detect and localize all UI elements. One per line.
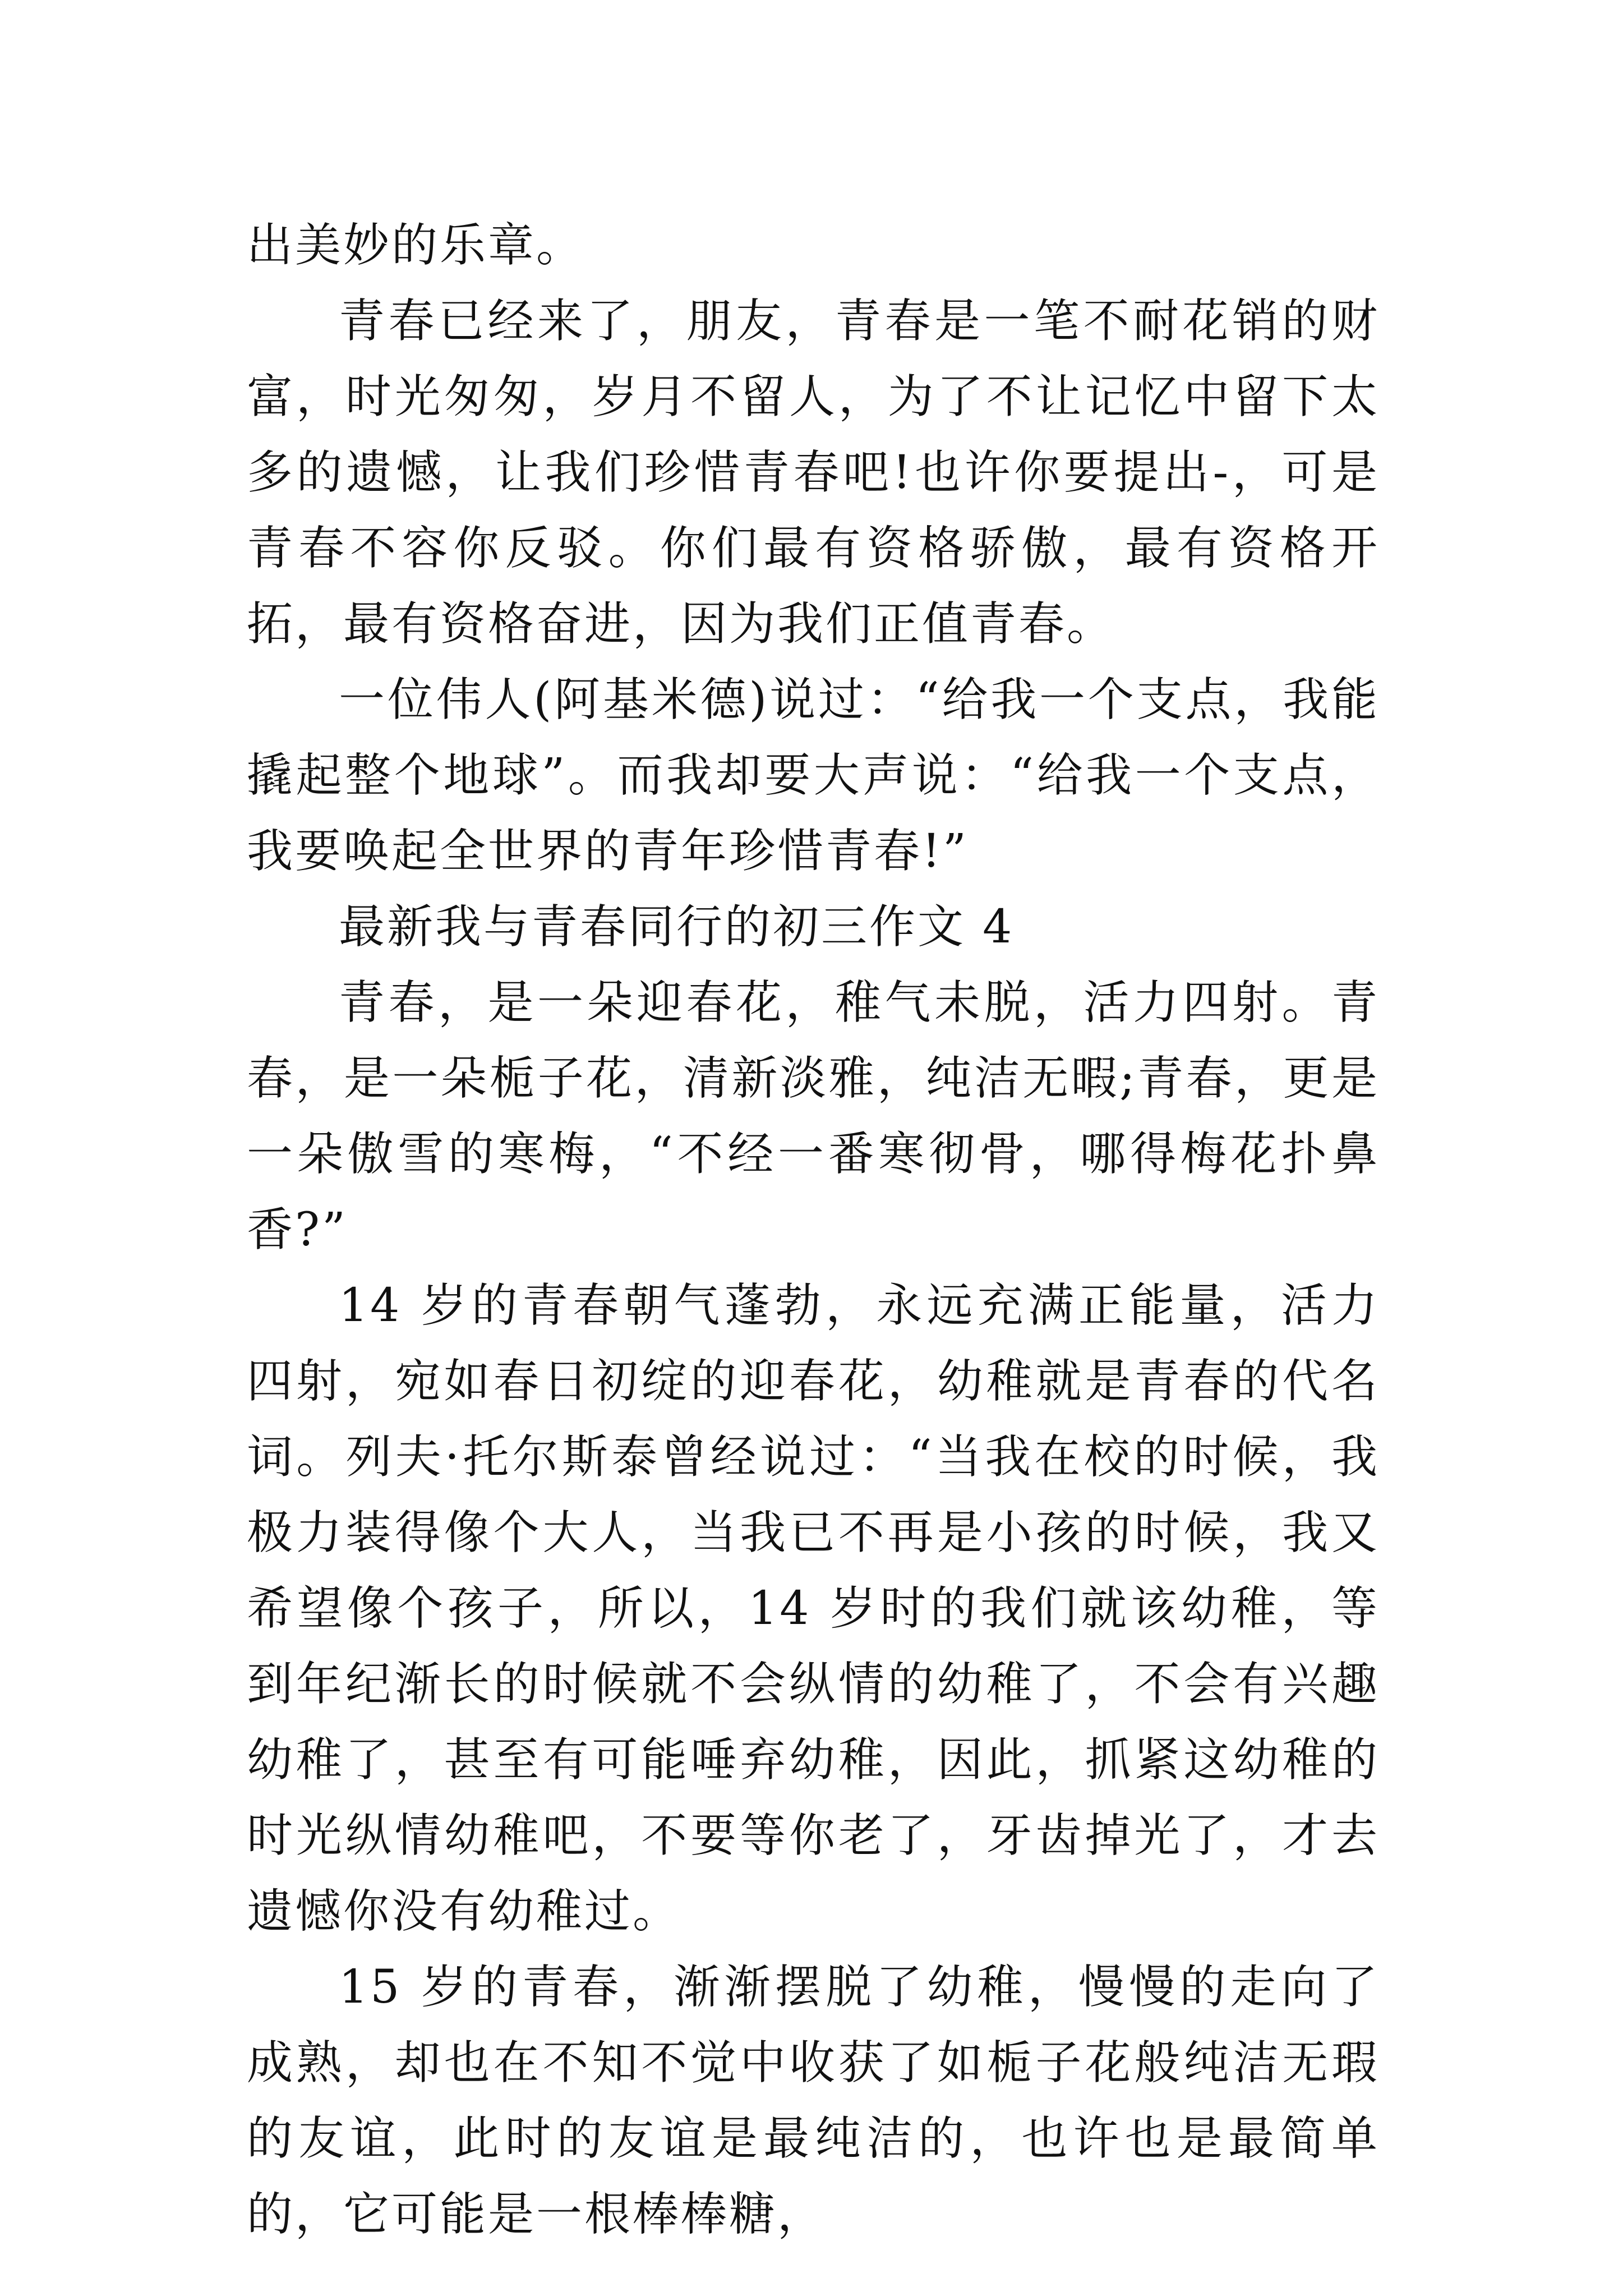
paragraph: 青春已经来了，朋友，青春是一笔不耐花销的财富，时光匆匆，岁月不留人，为了不让记忆中留下太多的遗憾，让我们珍惜青春吧!也许你要提出-，可是青春不容你反驳。你们最有资格骄傲，最有资格开拓，最有资格奋进，因为我们正值青春。 <box>247 295 1380 651</box>
paragraph: 15 岁的青春，渐渐摆脱了幼稚，慢慢的走向了成熟，却也在不知不觉中收获了如栀子花般纯洁无瑕的友谊，此时的友谊是最纯洁的，也许也是最简单的，它可能是一根棒棒糖， <box>247 1961 1380 2241</box>
essay-heading: 最新我与青春同行的初三作文 4 <box>339 900 1015 954</box>
essay-body <box>247 208 1380 2252</box>
paragraph: 14 岁的青春朝气蓬勃，永远充满正能量，活力四射，宛如春日初绽的迎春花，幼稚就是青春的代名词。列夫·托尔斯泰曾经说过：“当我在校的时候，我极力装得像个大人，当我已不再是小孩的时候，我又希望像个孩子，所以，14 岁时的我们就该幼稚，等到年纪渐长的时候就不会纵情的幼稚了，不会有兴趣幼稚了，甚至有可能唾弃幼稚，因此，抓紧这幼稚的时光纵情幼稚吧，不要等你老了，牙齿掉光了，才去遗憾你没有幼稚过。 <box>247 1279 1380 1938</box>
paragraph: 青春，是一朵迎春花，稚气未脱，活力四射。青春，是一朵栀子花，清新淡雅，纯洁无暇;青春，更是一朵傲雪的寒梅，“不经一番寒彻骨，哪得梅花扑鼻香?” <box>247 976 1380 1257</box>
paragraph: 一位伟人(阿基米德)说过：“给我一个支点，我能撬起整个地球”。而我却要大声说：“给我一个支点，我要唤起全世界的青年珍惜青春!” <box>247 673 1380 878</box>
paragraph-continuation: 出美妙的乐章。 <box>247 219 585 272</box>
